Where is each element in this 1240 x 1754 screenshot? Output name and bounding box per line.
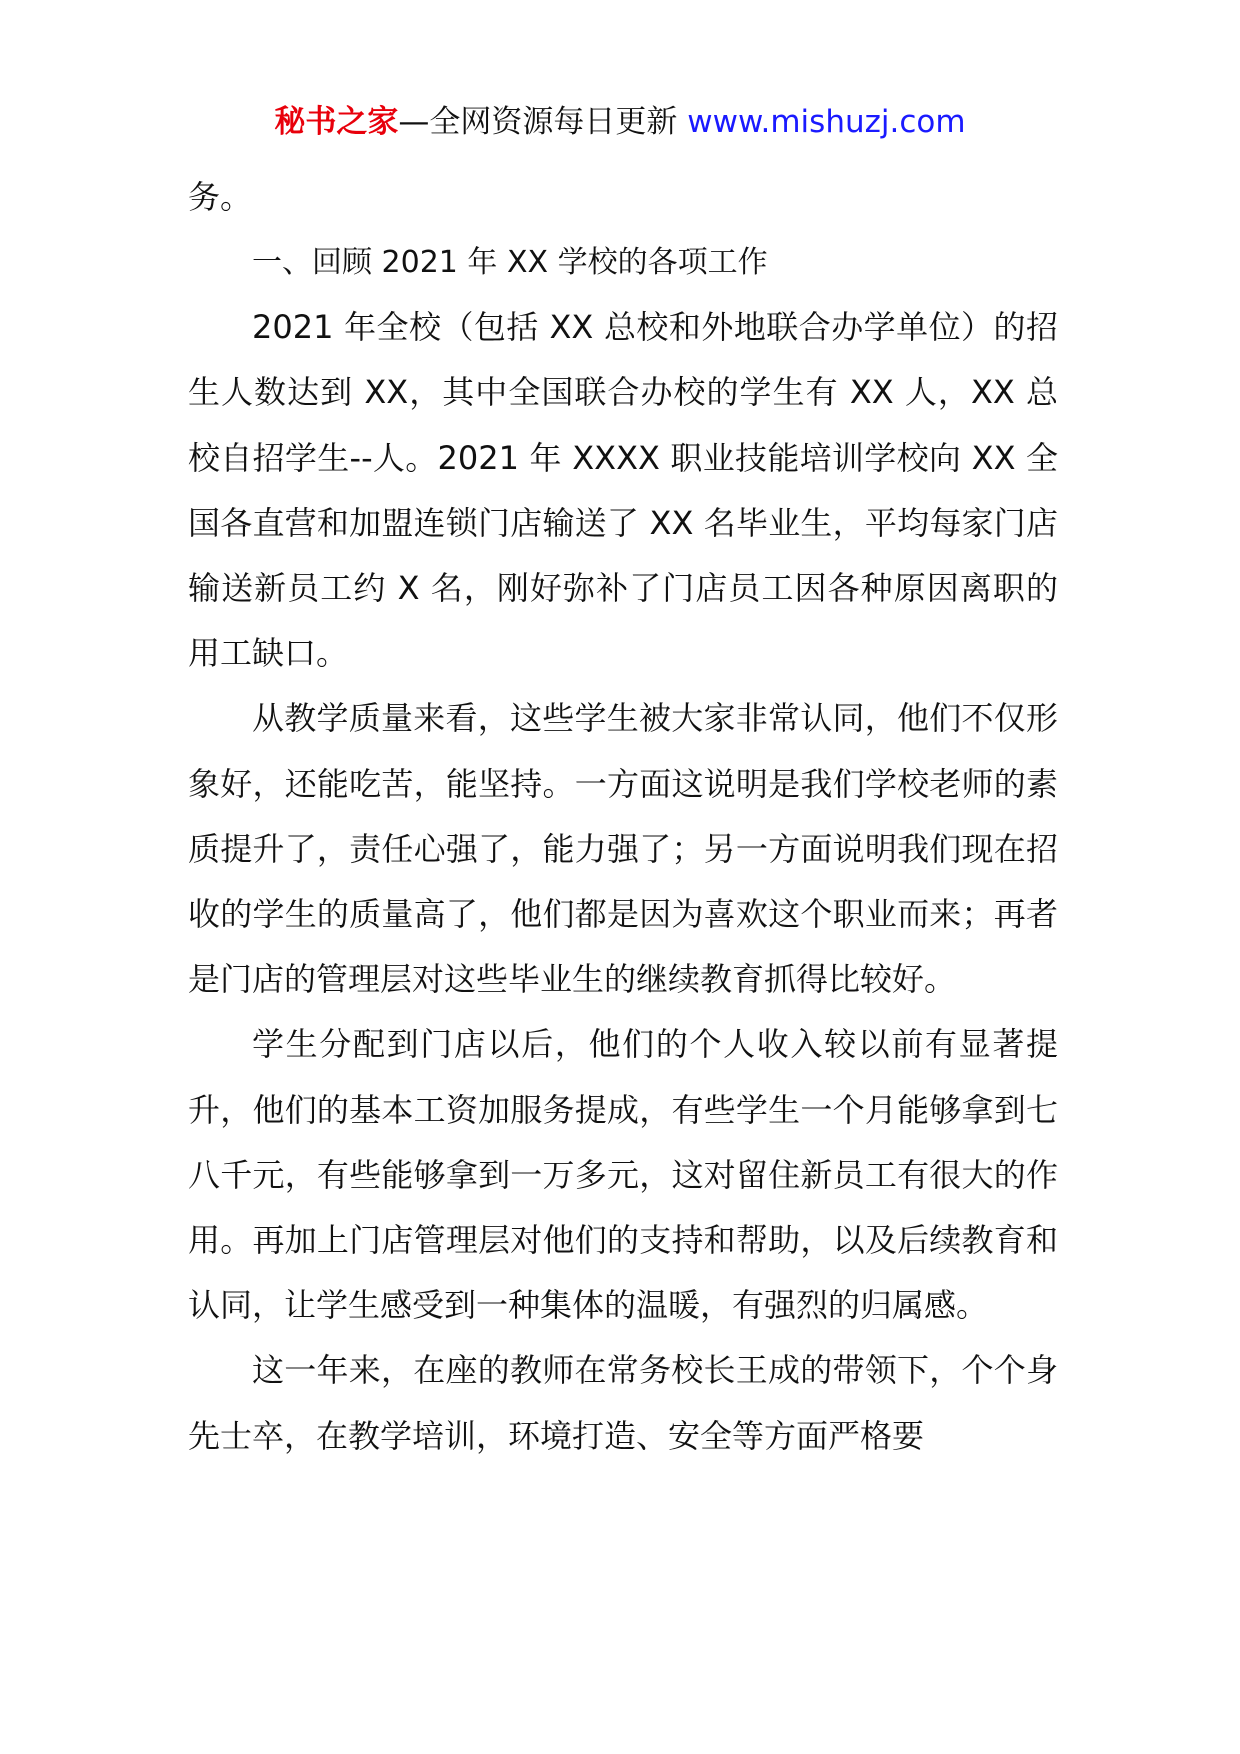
section-heading: 一、回顾 2021 年 XX 学校的各项工作 (252, 245, 768, 281)
document-body (188, 165, 1058, 1469)
continuation-text: 务。 (188, 178, 253, 216)
site-tagline: —全网资源每日更新 (398, 104, 688, 140)
site-brand: 秘书之家 (274, 104, 399, 140)
site-header (0, 100, 1240, 144)
paragraph-teachers: 这一年来，在座的教师在常务校长王成的带领下，个个身先士卒，在教学培训，环境打造、安全等方面严格要 (188, 1351, 1058, 1455)
site-url-link[interactable]: www.mishuzj.com (687, 104, 966, 140)
paragraph-teaching-quality: 从教学质量来看，这些学生被大家非常认同，他们不仅形象好，还能吃苦，能坚持。一方面这说明是我们学校老师的素质提升了，责任心强了，能力强了；另一方面说明我们现在招收的学生的质量高了，他们都是因为喜欢这个职业而来；再者是门店的管理层对这些毕业生的继续教育抓得比较好。 (188, 699, 1058, 999)
paragraph-enrollment: 2021 年全校（包括 XX 总校和外地联合办学单位）的招生人数达到 XX，其中全国联合办校的学生有 XX 人，XX 总校自招学生--人。2021 年 XXXX 职业技能培训学校向 XX 全国各直营和加盟连锁门店输送了 XX 名毕业生，平均每家门店输送新员工约 X 名，刚好弥补了门店员工因各种原因离职的用工缺口。 (188, 308, 1058, 673)
paragraph-student-income: 学生分配到门店以后，他们的个人收入较以前有显著提升，他们的基本工资加服务提成，有些学生一个月能够拿到七八千元，有些能够拿到一万多元，这对留住新员工有很大的作用。再加上门店管理层对他们的支持和帮助，以及后续教育和认同，让学生感受到一种集体的温暖，有强烈的归属感。 (188, 1025, 1058, 1325)
